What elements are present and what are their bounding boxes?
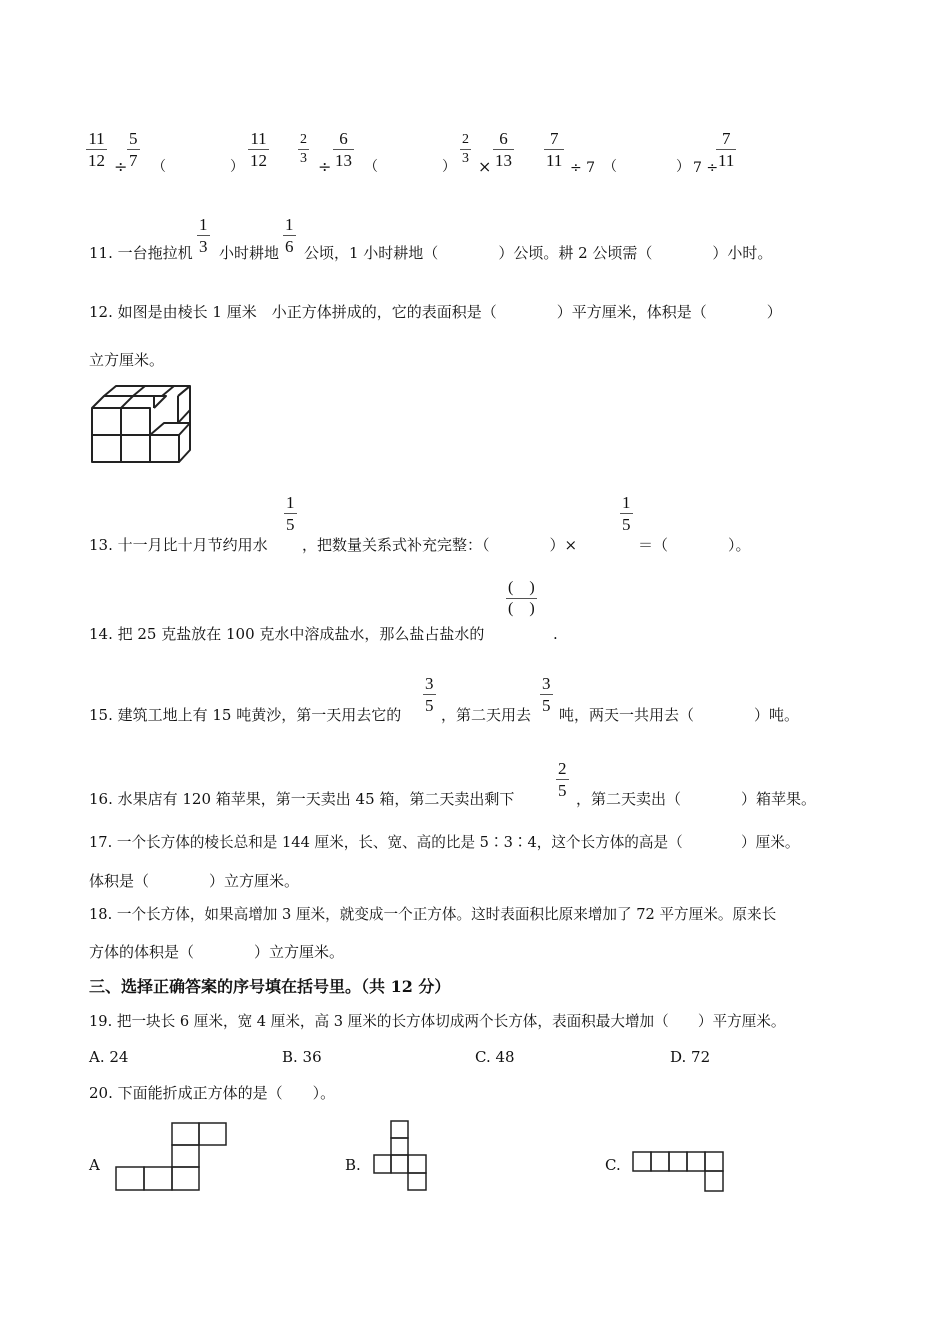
fraction-11-12 bbox=[248, 130, 269, 169]
denominator: 12 bbox=[250, 151, 267, 170]
q20-text: 20. 下面能折成正方体的是（ ）。 bbox=[89, 1084, 336, 1102]
net-figure-a bbox=[114, 1121, 228, 1193]
q16-text-part1: 16. 水果店有 120 箱苹果，第一天卖出 45 箱，第二天卖出剩下 bbox=[89, 790, 515, 808]
q13-text-part1: 13. 十一月比十月节约用水 bbox=[89, 536, 268, 554]
denominator: 5 bbox=[622, 515, 631, 534]
denominator: 13 bbox=[335, 151, 352, 170]
denominator: 3 bbox=[199, 237, 208, 256]
divide-sign: ÷ bbox=[114, 157, 128, 176]
denominator: 6 bbox=[285, 237, 294, 256]
q19-text: 19. 把一块长 6 厘米，宽 4 厘米，高 3 厘米的长方体切成两个长方体，表面积最大增加（ ）平方厘米。 bbox=[89, 1013, 786, 1030]
denominator: 5 bbox=[425, 696, 434, 715]
option-a[interactable]: A. 24 bbox=[89, 1048, 129, 1066]
q17-text-line2: 体积是（ ）立方厘米。 bbox=[89, 872, 300, 890]
fraction-2-5 bbox=[556, 760, 569, 799]
numerator-blank: ( ) bbox=[508, 579, 535, 596]
option-b-label[interactable]: B. bbox=[345, 1156, 361, 1174]
answer-blank-right: ） bbox=[442, 159, 456, 175]
numerator: 2 bbox=[300, 132, 307, 147]
denominator-blank: ( ) bbox=[508, 600, 535, 617]
blank-fraction bbox=[506, 580, 537, 617]
option-c[interactable]: C. 48 bbox=[475, 1048, 515, 1066]
denominator: 13 bbox=[495, 151, 512, 170]
answer-blank-right: ） bbox=[230, 159, 244, 175]
fraction-3-5 bbox=[423, 675, 436, 714]
net-figure-c bbox=[631, 1150, 727, 1194]
answer-blank-left: （ bbox=[152, 159, 166, 175]
seven-divide: 7 ÷ bbox=[693, 160, 719, 176]
section-heading: 三、选择正确答案的序号填在括号里。（共 12 分） bbox=[89, 977, 451, 996]
denominator: 3 bbox=[462, 151, 469, 166]
fraction-1-5 bbox=[284, 494, 297, 533]
q11-text-part1: 11. 一台拖拉机 bbox=[89, 244, 193, 262]
numerator: 11 bbox=[88, 129, 105, 148]
q12-text-line2: 立方厘米。 bbox=[89, 351, 165, 369]
fraction-6-13 bbox=[333, 130, 354, 169]
divide-sign: ÷ bbox=[318, 157, 332, 176]
numerator: 1 bbox=[622, 493, 631, 512]
numerator: 2 bbox=[462, 132, 469, 147]
fraction-7-11 bbox=[716, 130, 736, 169]
q13-text-part3: ＝（ ）。 bbox=[638, 536, 751, 554]
denominator: 11 bbox=[546, 151, 563, 170]
q16-text-part2: ，第二天卖出（ ）箱苹果。 bbox=[576, 790, 817, 808]
denominator: 5 bbox=[542, 696, 551, 715]
numerator: 2 bbox=[558, 759, 567, 778]
denominator: 7 bbox=[129, 151, 138, 170]
numerator: 11 bbox=[250, 129, 267, 148]
fraction-5-7 bbox=[127, 130, 140, 169]
denominator: 3 bbox=[300, 151, 307, 166]
answer-blank-right: ） bbox=[676, 159, 690, 175]
option-d[interactable]: D. 72 bbox=[670, 1048, 711, 1066]
q11-text-part3: 公顷，1 小时耕地（ ）公顷。耕 2 公顷需（ ）小时。 bbox=[304, 244, 773, 262]
denominator: 5 bbox=[286, 515, 295, 534]
numerator: 1 bbox=[285, 215, 294, 234]
fraction-3-5 bbox=[540, 675, 553, 714]
denominator: 5 bbox=[558, 781, 567, 800]
fraction-6-13 bbox=[493, 130, 514, 169]
numerator: 6 bbox=[499, 129, 508, 148]
numerator: 5 bbox=[129, 129, 138, 148]
cube-stack-figure bbox=[88, 383, 204, 465]
fraction-11-12 bbox=[86, 130, 107, 169]
q17-text-line1: 17. 一个长方体的棱长总和是 144 厘米，长、宽、高的比是 5∶3∶4，这个长方体的高是（ ）厘米。 bbox=[89, 834, 800, 851]
net-figure-b bbox=[372, 1119, 430, 1193]
q13-text-part2: ，把数量关系式补充完整：（ ）× bbox=[302, 536, 578, 554]
denominator: 11 bbox=[718, 151, 735, 170]
q15-text-part2: ，第二天用去 bbox=[441, 706, 532, 724]
option-c-label[interactable]: C. bbox=[605, 1156, 621, 1174]
numerator: 3 bbox=[542, 674, 551, 693]
numerator: 7 bbox=[721, 129, 731, 148]
denominator: 12 bbox=[88, 151, 105, 170]
divide-seven: ÷ 7 bbox=[570, 160, 596, 176]
q14-text-part2: . bbox=[553, 625, 558, 643]
option-a-label[interactable]: A bbox=[89, 1156, 100, 1174]
numerator: 6 bbox=[339, 129, 348, 148]
answer-blank-left: （ bbox=[364, 159, 378, 175]
fraction-1-5 bbox=[620, 494, 633, 533]
q11-text-part2: 小时耕地 bbox=[219, 244, 280, 262]
times-sign: × bbox=[478, 157, 492, 176]
numerator: 3 bbox=[425, 674, 434, 693]
numerator: 7 bbox=[549, 129, 559, 148]
fraction-1-3 bbox=[197, 216, 210, 255]
q14-text-part1: 14. 把 25 克盐放在 100 克水中溶成盐水，那么盐占盐水的 bbox=[89, 625, 485, 643]
fraction-7-11 bbox=[544, 130, 564, 169]
q18-text-line2: 方体的体积是（ ）立方厘米。 bbox=[89, 943, 345, 961]
option-b[interactable]: B. 36 bbox=[282, 1048, 322, 1066]
q18-text-line1: 18. 一个长方体，如果高增加 3 厘米，就变成一个正方体。这时表面积比原来增加了 72 平方厘米。原来长 bbox=[89, 906, 777, 923]
fraction-2-3 bbox=[298, 133, 309, 166]
q12-text-line1: 12. 如图是由棱长 1 厘米 小正方体拼成的，它的表面积是（ ）平方厘米，体积是（ ） bbox=[89, 303, 782, 321]
numerator: 1 bbox=[199, 215, 208, 234]
fraction-2-3 bbox=[460, 133, 471, 166]
q15-text-part1: 15. 建筑工地上有 15 吨黄沙，第一天用去它的 bbox=[89, 706, 402, 724]
answer-blank-left: （ bbox=[603, 159, 617, 175]
fraction-1-6 bbox=[283, 216, 296, 255]
numerator: 1 bbox=[286, 493, 295, 512]
q15-text-part3: 吨，两天一共用去（ ）吨。 bbox=[559, 706, 800, 724]
